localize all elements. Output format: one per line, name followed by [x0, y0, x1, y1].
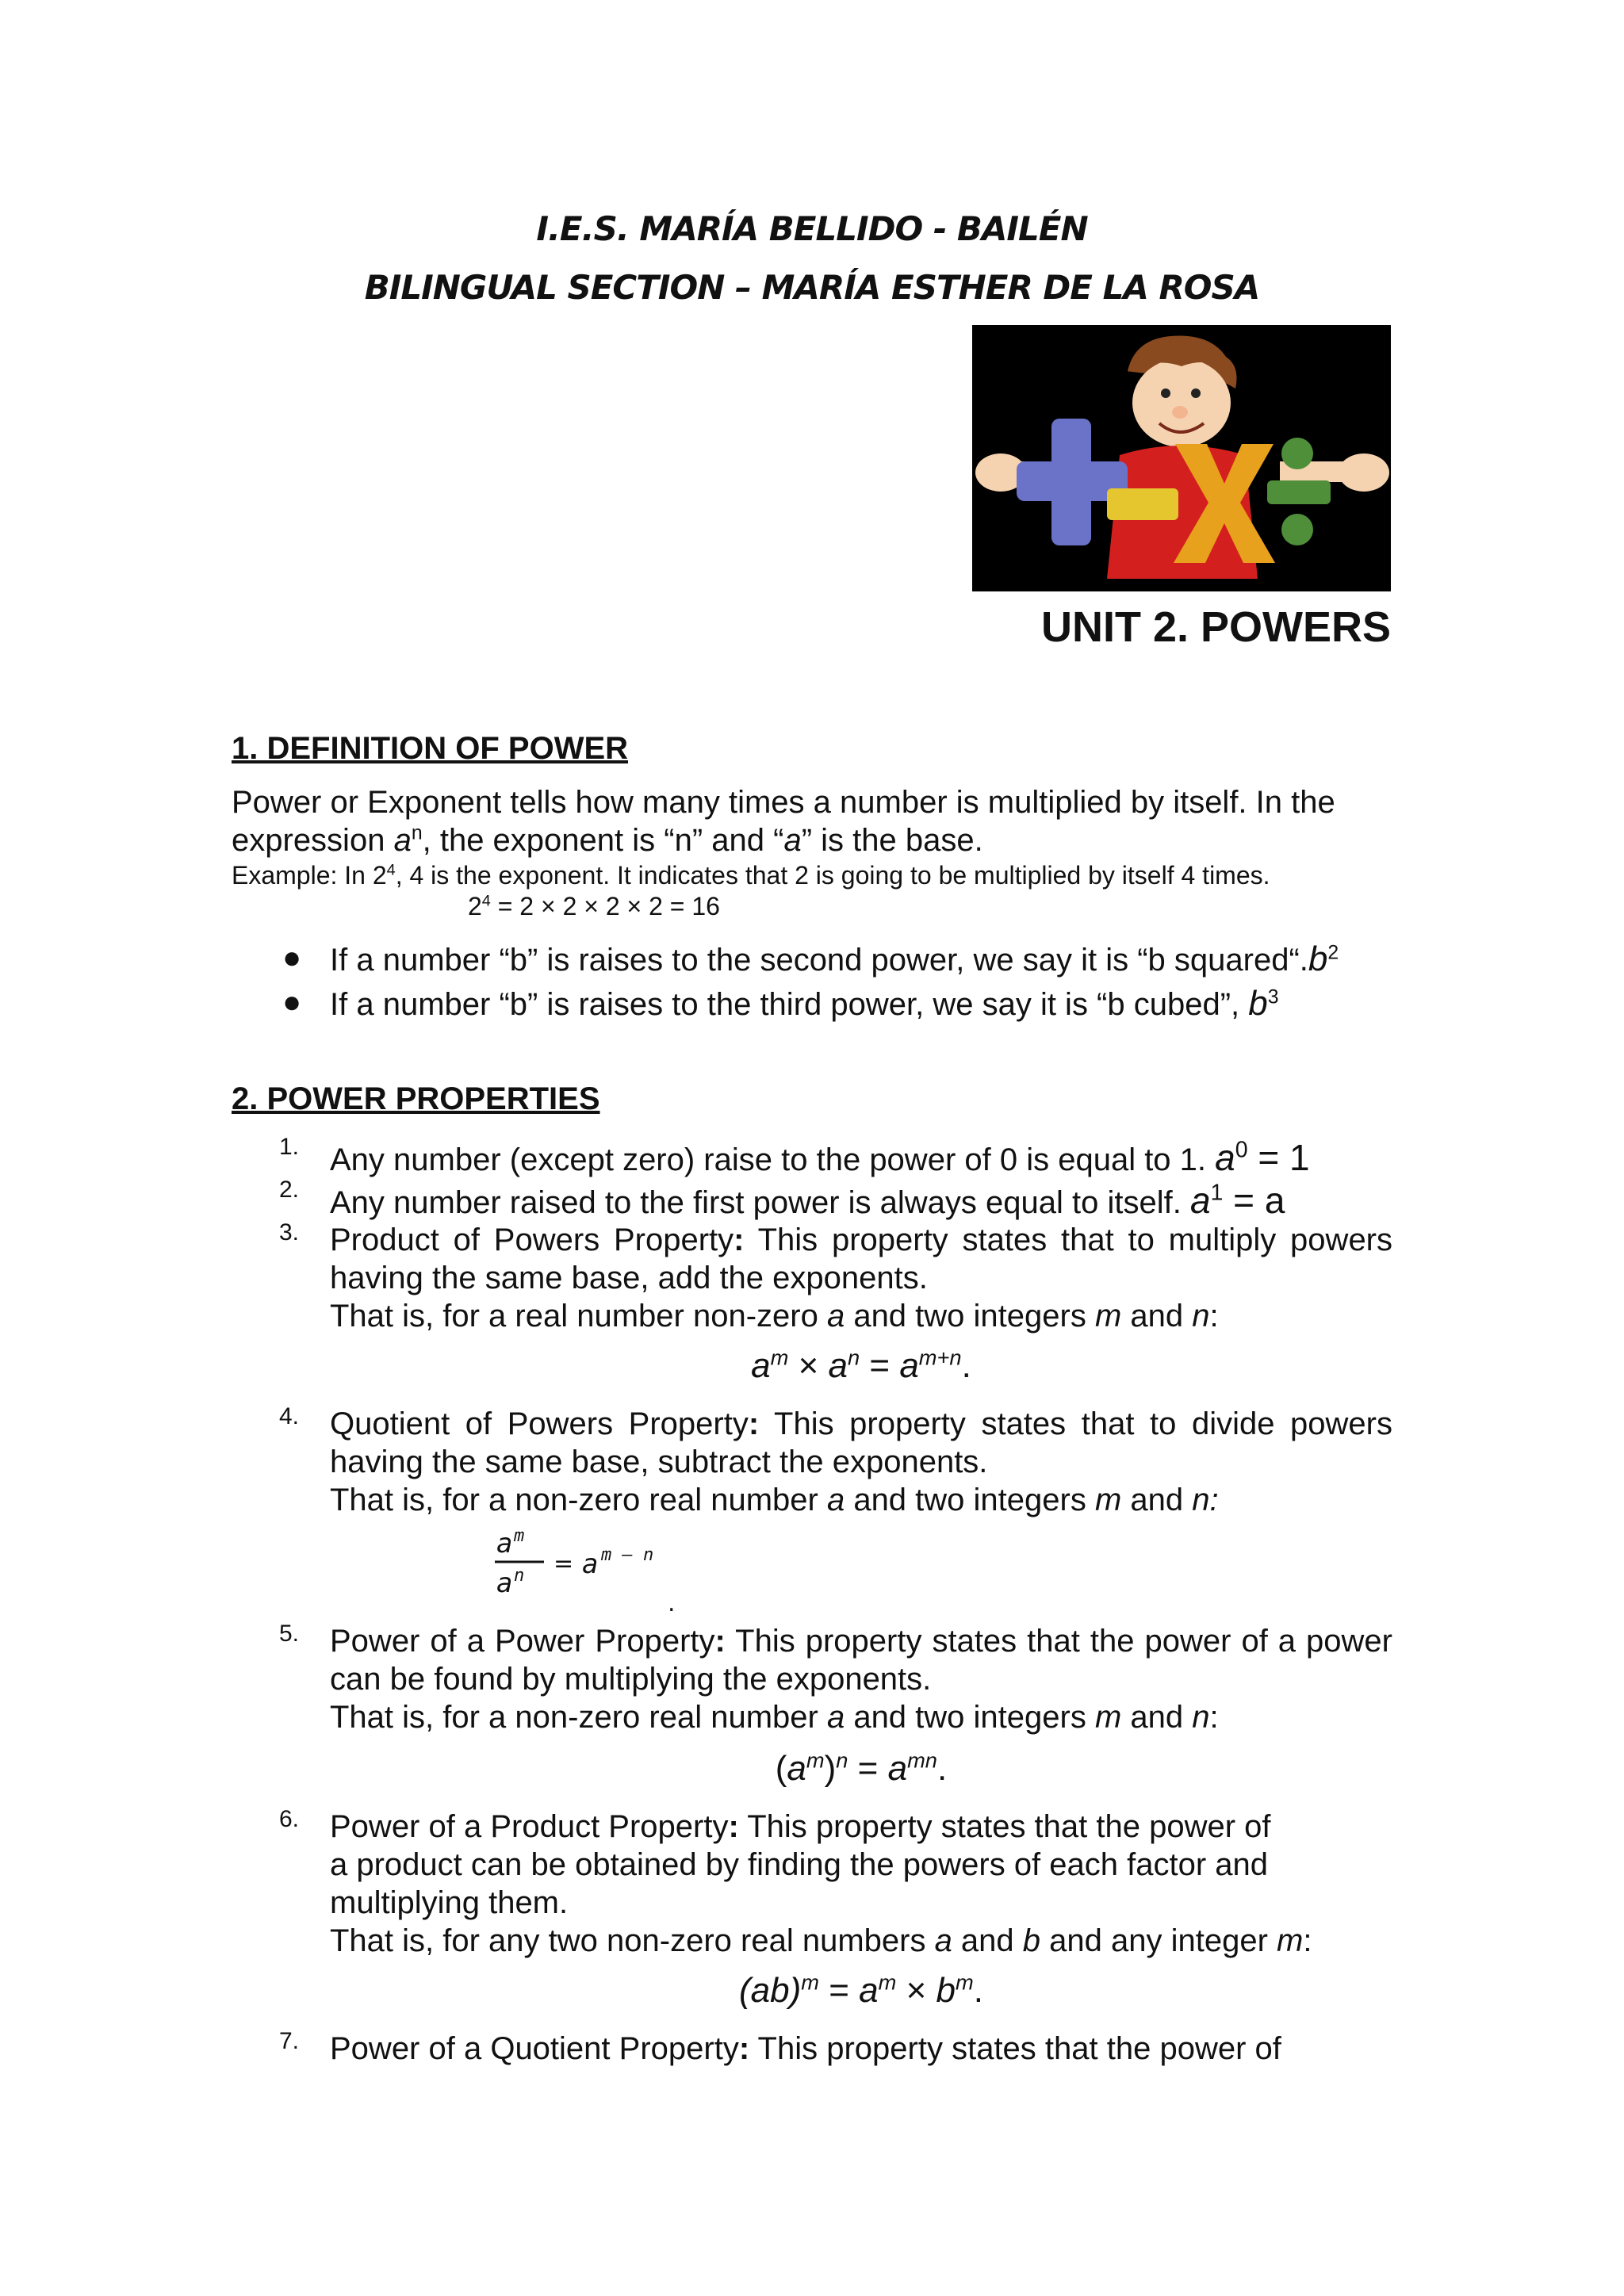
f6-s3: m [956, 1969, 974, 1995]
item-3-m: m [1094, 1299, 1122, 1334]
item-5-name: Power of a Power Property [330, 1624, 715, 1659]
f4-res-base: a [582, 1548, 599, 1580]
bullet2-var: b [1248, 984, 1268, 1023]
section-2-heading: 2. POWER PROPERTIES [232, 1081, 600, 1116]
f6-end: . [973, 1971, 983, 2010]
definition-text-2a: expression [232, 823, 394, 858]
bullet1-sup: 2 [1327, 942, 1339, 964]
math-kid-logo [972, 325, 1391, 591]
f4-num-base: a [496, 1528, 513, 1559]
item-4-quotient-formula [484, 1522, 690, 1617]
item-2-sup: 1 [1210, 1180, 1224, 1206]
example2-base: 2 [468, 892, 482, 920]
item-6-name: Power of a Product Property [330, 1809, 729, 1844]
item-3-number: 3. [279, 1219, 300, 1246]
f3-a3: a [899, 1346, 919, 1385]
f5-a2: a [887, 1749, 908, 1788]
unit-title: UNIT 2. POWERS [1040, 603, 1391, 651]
item-6-colon: : [728, 1809, 739, 1844]
item-1-var: a [1215, 1137, 1235, 1178]
f5-a: a [787, 1749, 806, 1788]
f5-eq: = [848, 1749, 888, 1788]
item-6-end: : [1303, 1923, 1312, 1958]
f4-den-exp: n [514, 1566, 525, 1586]
f6-lhs: (ab) [739, 1971, 802, 2010]
item-1-number: 1. [279, 1134, 300, 1160]
item-4-name: Quotient of Powers Property [330, 1406, 749, 1441]
item-7-number: 7. [279, 2028, 300, 2054]
item-1-rest: = 1 [1247, 1137, 1310, 1178]
f6-op: × [896, 1971, 936, 2010]
item-1-sup: 0 [1235, 1137, 1248, 1163]
var-a: a [393, 823, 412, 858]
f6-eq: = [819, 1971, 860, 2010]
f5-s3: mn [907, 1747, 937, 1773]
item-6-number: 6. [279, 1806, 300, 1832]
item-4-number: 4. [279, 1403, 300, 1429]
item-4-and: and [1121, 1483, 1193, 1517]
definition-line-1 [232, 783, 1397, 821]
example2-rest: = 2 × 2 × 2 × 2 = 16 [490, 892, 720, 920]
f6-a: a [859, 1971, 879, 2010]
item-4-mid: and two integers [845, 1483, 1095, 1517]
item-3-end: : [1209, 1299, 1219, 1334]
f3-a2: a [828, 1346, 848, 1385]
example-pre: Example: In 2 [232, 861, 387, 890]
definition-text-1: Power or Exponent tells how many times a number is multiplied by itself. In the [232, 785, 1335, 820]
f6-s1: m [801, 1969, 819, 1995]
item-5-that: That is, for a non-zero real number [330, 1700, 827, 1735]
item-3-desc: This property states that to multiply powers having the same base, add the exponents. [330, 1223, 1393, 1295]
bullet-dot-2: ● [282, 985, 302, 1020]
item-1 [330, 1138, 1392, 1179]
item-5-end: : [1209, 1700, 1219, 1735]
section-1-heading: 1. DEFINITION OF POWER [232, 731, 629, 766]
item-7-colon: : [738, 2031, 750, 2066]
example-expansion [468, 891, 720, 921]
item-3-n: n [1192, 1299, 1210, 1334]
f4-res-exp: m – n [601, 1545, 654, 1565]
item-4-desc: This property states that to divide powers having the same base, subtract the exponents. [330, 1406, 1392, 1479]
f5-close: ) [824, 1749, 837, 1788]
item-1-text: Any number (except zero) raise to the power of 0 is equal to 1. [330, 1142, 1216, 1177]
bullet1-var: b [1308, 939, 1328, 978]
f4-eq: = [553, 1550, 574, 1578]
item-5-n: n [1192, 1700, 1210, 1735]
item-2-rest: = a [1223, 1180, 1285, 1221]
item-4-colon: : [748, 1406, 760, 1441]
school-name: I.E.S. MARÍA BELLIDO - BAILÉN [536, 209, 1088, 248]
item-5-number: 5. [279, 1621, 300, 1647]
item-6-formula [330, 1971, 1392, 2011]
f3-s3: m+n [918, 1345, 962, 1370]
definition-line-2 [232, 821, 1397, 859]
item-4-a: a [826, 1483, 845, 1517]
item-6-b: b [1022, 1923, 1041, 1958]
item-5-formula [330, 1749, 1392, 1789]
item-3-mid: and two integers [845, 1299, 1095, 1334]
f5-s1: m [806, 1747, 825, 1773]
bullet2-sup: 3 [1267, 986, 1279, 1008]
item-5-a: a [826, 1700, 845, 1735]
item-2-text: Any number raised to the first power is always equal to itself. [330, 1185, 1190, 1220]
bullet-dot-1: ● [282, 940, 302, 975]
example2-sup: 4 [481, 892, 491, 910]
f3-s1: m [770, 1345, 789, 1370]
f6-s2: m [878, 1969, 897, 1995]
item-4-n: n: [1192, 1483, 1219, 1517]
item-6-desc-3: multiplying them. [330, 1885, 569, 1920]
item-6-desc-2: a product can be obtained by finding the powers of each factor and [330, 1847, 1269, 1882]
item-6-and: and [952, 1923, 1023, 1958]
item-6-a: a [934, 1923, 952, 1958]
item-3-that: That is, for a real number non-zero [330, 1299, 827, 1334]
item-6-desc-1: This property states that the power of [738, 1809, 1271, 1844]
item-6-m: m [1277, 1923, 1304, 1958]
var-a-2: a [783, 823, 802, 858]
item-2-number: 2. [279, 1177, 300, 1203]
f3-a1: a [751, 1346, 771, 1385]
math-kid-illustration [972, 325, 1391, 591]
definition-text-2c: ” is the base. [801, 823, 983, 858]
f3-s2: n [847, 1345, 860, 1370]
f5-end: . [936, 1749, 948, 1788]
item-5-desc: This property states that the power of a power can be found by multiplying the exponents. [330, 1624, 1392, 1697]
item-7-desc: This property states that the power of [749, 2031, 1281, 2066]
item-7-name: Power of a Quotient Property [330, 2031, 739, 2066]
f4-den-base: a [496, 1567, 513, 1599]
item-3-and: and [1121, 1299, 1193, 1334]
item-7 [330, 2030, 1392, 2068]
item-5-mid: and two integers [845, 1700, 1095, 1735]
item-3-name: Product of Powers Property [330, 1223, 734, 1257]
bullet2-text: If a number “b” is raises to the third power, we say it is “b cubed”, [330, 987, 1249, 1022]
bullet-squared [330, 940, 1392, 979]
f4-num-exp: m [514, 1526, 525, 1546]
f5-open: ( [775, 1749, 787, 1788]
example-line [232, 860, 1397, 890]
f3-op: × [788, 1346, 829, 1385]
item-3-formula [330, 1346, 1392, 1386]
item-5-m: m [1094, 1700, 1122, 1735]
definition-text-2b: , the exponent is “n” and “ [422, 823, 784, 858]
item-5-colon: : [714, 1624, 726, 1659]
item-6 [330, 1808, 1392, 1960]
item-4-m: m [1094, 1483, 1122, 1517]
item-3 [330, 1221, 1392, 1335]
item-3-colon: : [733, 1223, 745, 1257]
section-name: BILINGUAL SECTION – MARÍA ESTHER DE LA ROSA [364, 268, 1260, 307]
bullet1-text: If a number “b” is raises to the second power, we say it is “b squared“. [330, 943, 1308, 978]
example-post: , 4 is the exponent. It indicates that 2 is going to be multiplied by itself 4 times. [395, 861, 1270, 890]
f4-dot: . [668, 1590, 676, 1617]
item-5-and: and [1121, 1700, 1193, 1735]
f3-eq: = [860, 1346, 900, 1385]
example-sup: 4 [386, 861, 396, 879]
f3-end: . [961, 1346, 971, 1385]
f5-s2: n [836, 1747, 848, 1773]
item-6-mid: and any integer [1040, 1923, 1277, 1958]
item-3-a: a [826, 1299, 845, 1334]
item-4-that: That is, for a non-zero real number [330, 1483, 827, 1517]
item-2-var: a [1189, 1180, 1211, 1221]
item-2 [330, 1181, 1392, 1222]
bullet-cubed [330, 985, 1392, 1024]
item-6-that: That is, for any two non-zero real numbers [330, 1923, 935, 1958]
f6-b: b [936, 1971, 956, 2010]
item-4 [330, 1405, 1392, 1519]
sup-n: n [411, 822, 423, 844]
item-5 [330, 1622, 1392, 1736]
